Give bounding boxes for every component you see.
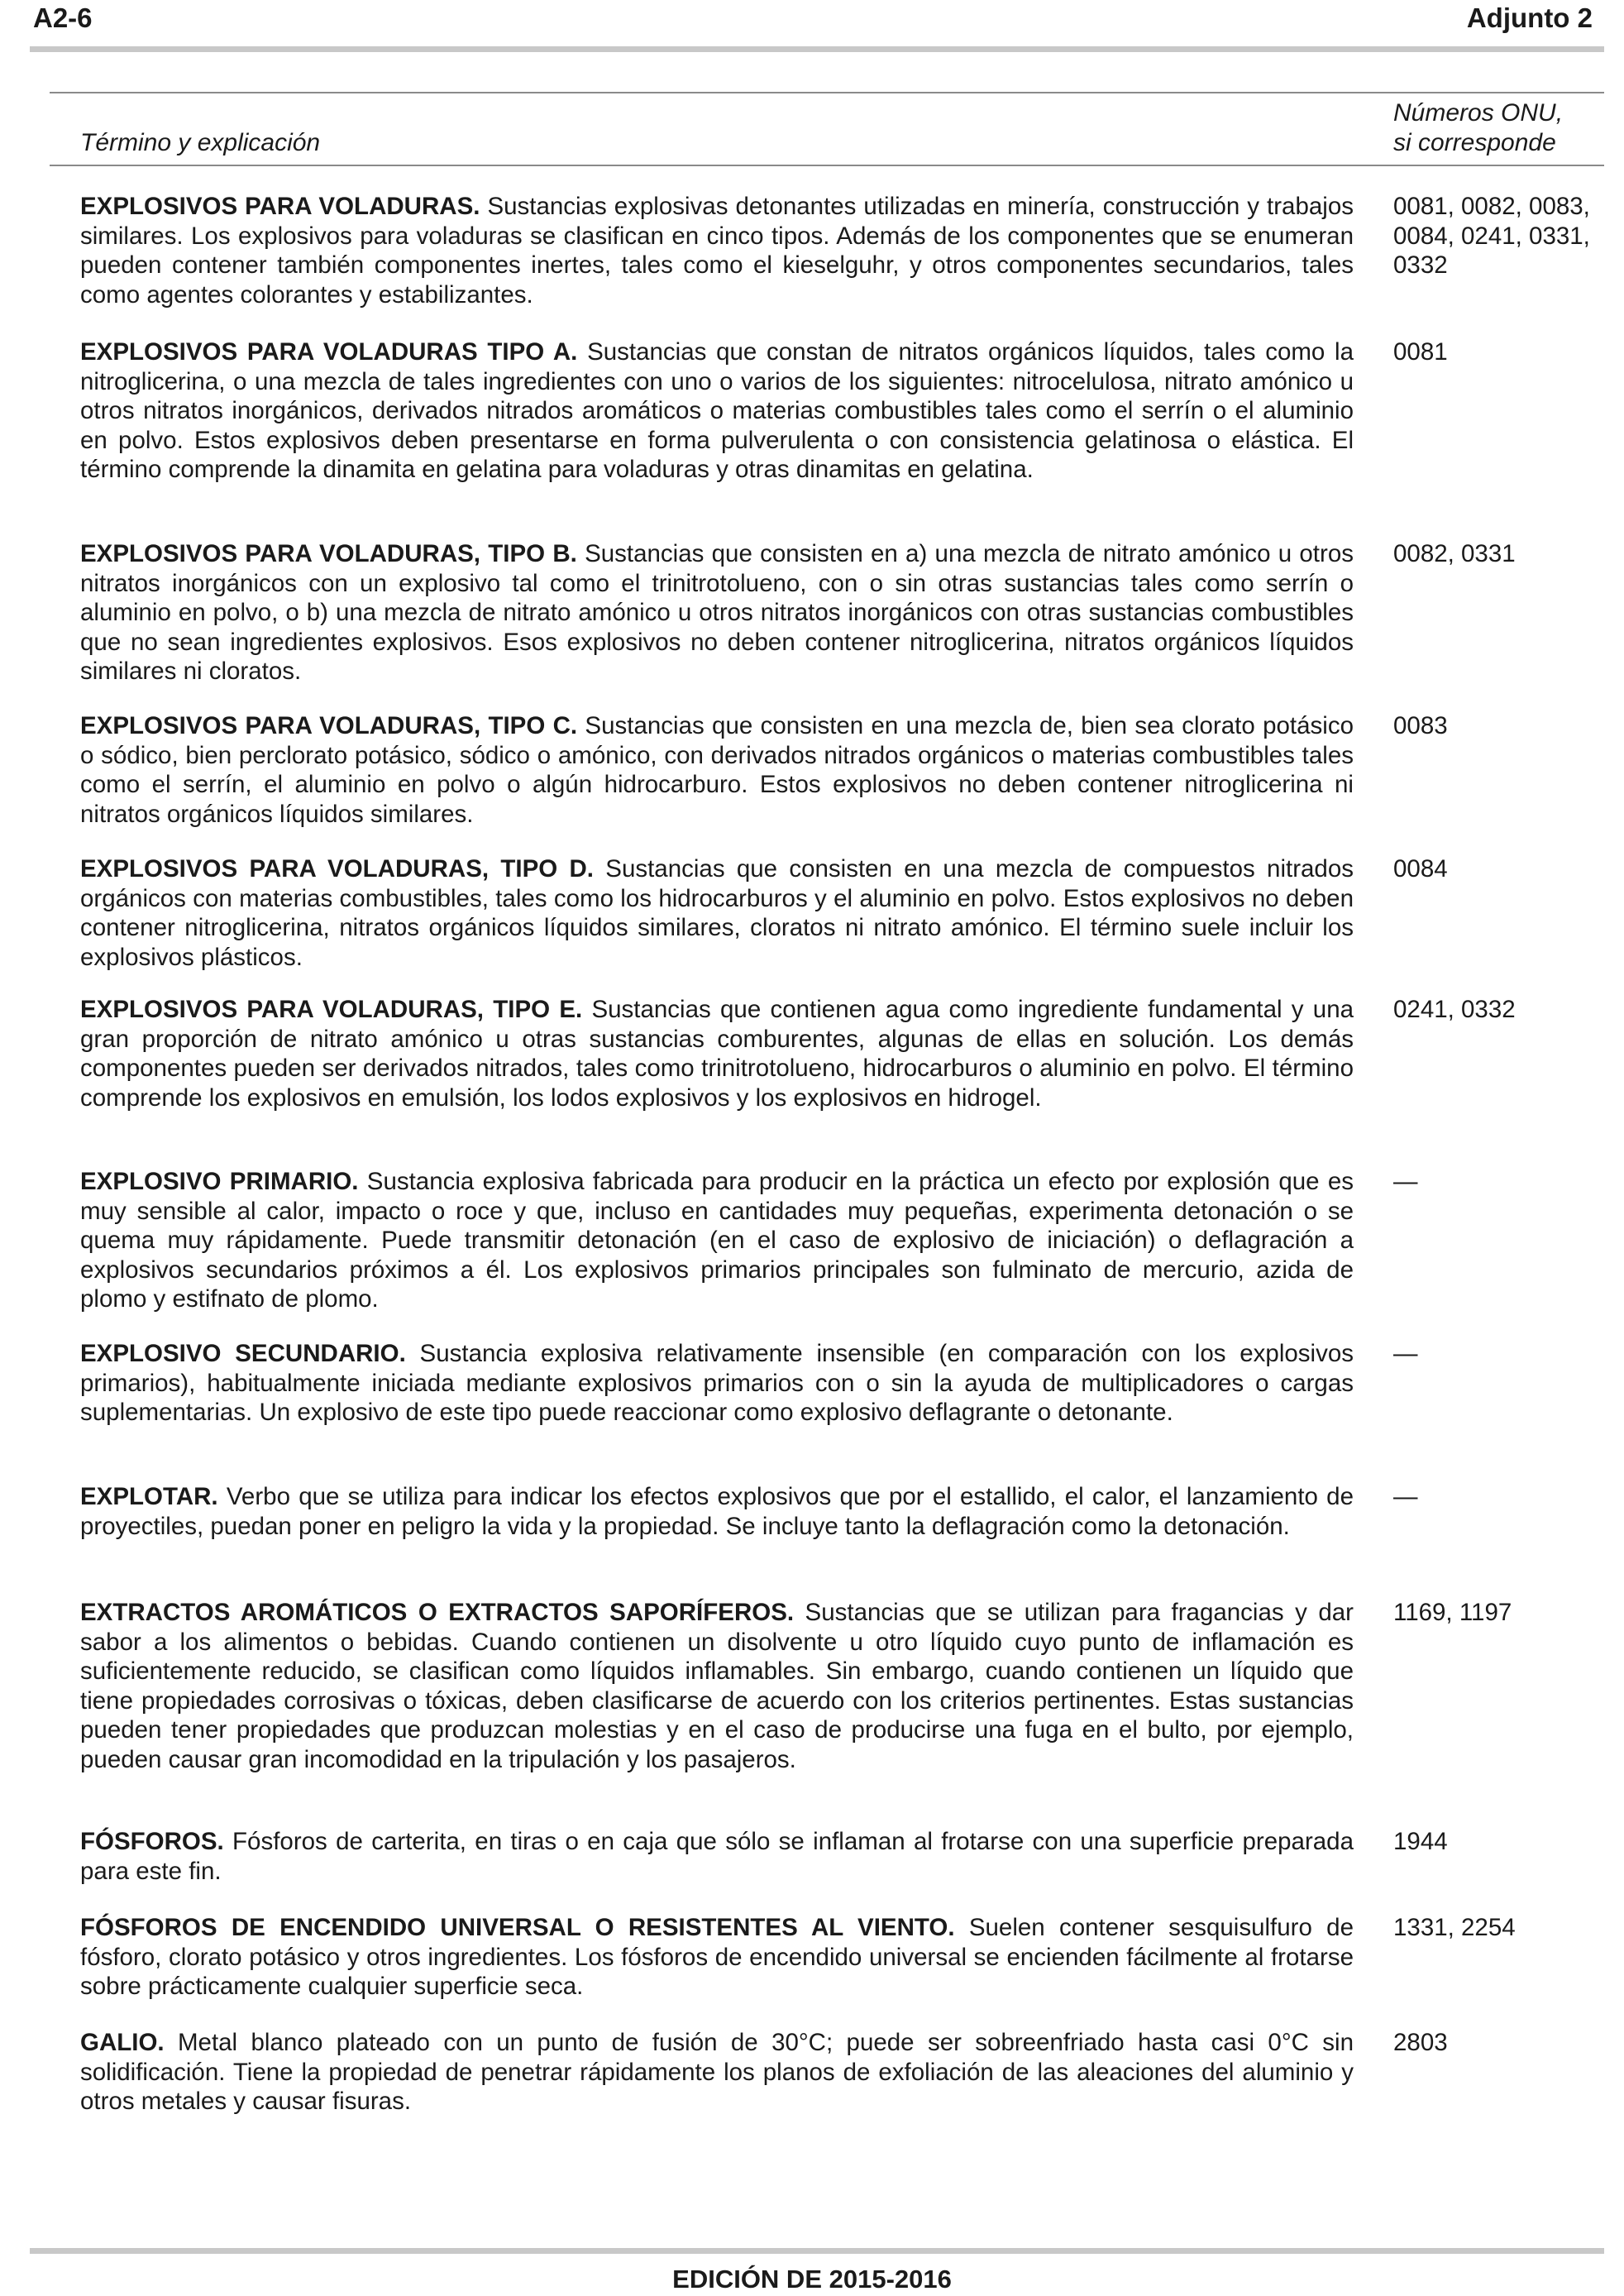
entry-explanation: Sustancias que contienen agua como ingrediente fundamental y una gran proporción de nitrato amónico u otras sustancias comburentes, algunas de ellas en solución. Los demás componentes pueden ser derivados nitrados, tales como trinitrotolueno, hidrocarburos o aluminio en polvo. El término comprende los explosivos en emulsión, los lodos explosivos y los explosivos en hidrogel. [80,996,1354,1112]
entry-un-numbers: 0082, 0331 [1393,540,1516,567]
entry-un-numbers: 0084 [1393,855,1448,883]
entry-term: EXPLOSIVO SECUNDARIO. [80,1340,406,1367]
glossary-entry [80,1598,1354,1774]
entry-term: EXPLOSIVOS PARA VOLADURAS, TIPO B. [80,540,577,567]
glossary-entry [80,1913,1354,2002]
entry-explanation: Fósforos de carterita, en tiras o en caja que sólo se inflaman al frotarse con una superficie preparada para este fin. [80,1828,1354,1885]
entry-text [80,1913,1354,2002]
page-number: A2-6 [33,2,93,33]
entry-text [80,854,1354,972]
entry-text [80,1598,1354,1774]
entry-explanation: Sustancia explosiva fabricada para producir en la práctica un efecto por explosión que es muy sensible al calor, impacto o roce y que, incluso en cantidades muy pequeñas, experimenta detonación o se quema muy rápidamente. Puede transmitir detonación (en el caso de explosivo de iniciación) o deflagración a explosivos secundarios próximos a él. Los explosivos primarios principales son fulminato de mercurio, azida de plomo y estifnato de plomo. [80,1168,1354,1313]
glossary-entry [80,337,1354,485]
page-header [0,0,1624,50]
glossary-entry [80,1339,1354,1428]
entry-explanation: Sustancias que consisten en una mezcla de, bien sea clorato potásico o sódico, bien perclorato potásico, sódico o amónico, con derivados nitrados orgánicos o materias combustibles tales como el serrín, el aluminio en polvo o algún hidrocarburo. Estos explosivos no deben contener nitroglicerina ni nitratos orgánicos líquidos similares. [80,712,1354,828]
entry-term: EXPLOSIVOS PARA VOLADURAS. [80,193,480,220]
column-header-top-rule [50,92,1604,93]
header-divider [30,46,1604,52]
entry-term: FÓSFOROS. [80,1828,224,1855]
entry-text [80,995,1354,1112]
entry-un-numbers: 0081 [1393,338,1448,366]
entry-text [80,1482,1354,1541]
entry-text [80,1167,1354,1314]
entry-un-numbers: 0241, 0332 [1393,996,1516,1023]
entry-text [80,539,1354,686]
un-heading-line-1: Números ONU, [1393,99,1564,127]
entry-term: GALIO. [80,2029,165,2056]
glossary-entry [80,2028,1354,2117]
glossary-entry [80,854,1354,972]
entry-un-numbers: 1944 [1393,1828,1448,1855]
entry-un-numbers: 0083 [1393,712,1448,739]
footer-divider [30,2248,1604,2254]
column-header-bottom-rule [50,165,1604,166]
un-heading-line-2: si corresponde [1393,129,1556,156]
glossary-entry [80,1482,1354,1541]
entry-un-numbers: — [1393,1340,1418,1367]
entry-explanation: Verbo que se utiliza para indicar los efectos explosivos que por el estallido, el calor, el lanzamiento de proyectiles, puedan poner en peligro la vida y la propiedad. Se incluye tanto la deflagración como la detonación. [80,1483,1354,1540]
entry-text [80,2028,1354,2117]
entry-term: EXPLOSIVOS PARA VOLADURAS, TIPO E. [80,996,583,1023]
entry-term: EXPLOSIVOS PARA VOLADURAS, TIPO C. [80,712,578,739]
entry-term: EXPLOTAR. [80,1483,218,1510]
entry-un-numbers: — [1393,1483,1418,1510]
entry-un-numbers: 1169, 1197 [1393,1599,1512,1626]
entry-term: EXPLOSIVOS PARA VOLADURAS, TIPO D. [80,855,594,883]
edition-footer: EDICIÓN DE 2015-2016 [672,2265,952,2294]
entry-explanation: Suelen contener sesquisulfuro de fósforo, clorato potásico y otros ingredientes. Los fósforos de encendido universal se encienden fácilmente al frotarse sobre prácticamente cualquier superficie seca. [80,1914,1354,2000]
entry-explanation: Sustancias que consisten en una mezcla de compuestos nitrados orgánicos con materias combustibles, tales como los hidrocarburos y el aluminio en polvo. Estos explosivos no deben contener nitroglicerina, nitratos orgánicos líquidos similares, cloratos ni nitrato amónico. El término suele incluir los explosivos plásticos. [80,855,1354,971]
entry-explanation: Sustancias que consisten en a) una mezcla de nitrato amónico u otros nitratos inorgánicos con un explosivo tal como el trinitrotolueno, con o sin otras sustancias tales como serrín o aluminio en polvo, o b) una mezcla de nitrato amónico u otros nitratos inorgánicos con otras sustancias combustibles que no sean ingredientes explosivos. Esos explosivos no deben contener nitroglicerina, nitratos orgánicos líquidos similares ni cloratos. [80,540,1354,685]
appendix-title: Adjunto 2 [1466,2,1593,33]
entry-term: EXTRACTOS AROMÁTICOS O EXTRACTOS SAPORÍFEROS. [80,1599,795,1626]
entry-un-numbers: 0081, 0082, 0083, 0084, 0241, 0331, 0332 [1393,193,1590,279]
entry-explanation: Sustancias que se utilizan para fragancias y dar sabor a los alimentos o bebidas. Cuando contienen un disolvente u otro líquido cuyo punto de inflamación es suficientemente reducido, se clasifican como líquidos inflamables. Sin embargo, cuando contienen un líquido que tiene propiedades corrosivas o tóxicas, deben clasificarse de acuerdo con los criterios pertinentes. Estas sustancias pueden tener propiedades que produzcan molestias y en el caso de producirse una fuga en el bulto, por ejemplo, pueden causar gran incomodidad en la tripulación y los pasajeros. [80,1599,1354,1773]
glossary-entry [80,711,1354,829]
entry-term: EXPLOSIVO PRIMARIO. [80,1168,359,1195]
glossary-entry [80,1827,1354,1886]
glossary-entry [80,539,1354,686]
entry-text [80,337,1354,485]
entry-text [80,192,1354,309]
term-column-heading: Término y explicación [80,129,321,156]
glossary-entry [80,1167,1354,1314]
entry-explanation: Metal blanco plateado con un punto de fusión de 30°C; puede ser sobreenfriado hasta casi 0°C sin solidificación. Tiene la propiedad de penetrar rápidamente los planos de exfoliación de las aleaciones del aluminio y otros metales y causar fisuras. [80,2029,1354,2115]
glossary-entry [80,995,1354,1112]
entry-term: EXPLOSIVOS PARA VOLADURAS TIPO A. [80,338,578,366]
entry-text [80,711,1354,829]
entry-text [80,1827,1354,1886]
entry-text [80,1339,1354,1428]
un-numbers-column-heading [1393,98,1563,158]
entry-explanation: Sustancias explosivas detonantes utilizadas en minería, construcción y trabajos similares. Los explosivos para voladuras se clasifican en cinco tipos. Además de los componentes que se enumeran pueden contener también componentes inertes, tales como el kieselguhr, y otros componentes secundarios, tales como agentes colorantes y estabilizantes. [80,193,1354,309]
entry-term: FÓSFOROS DE ENCENDIDO UNIVERSAL O RESISTENTES AL VIENTO. [80,1914,955,1941]
entry-explanation: Sustancias que constan de nitratos orgánicos líquidos, tales como la nitroglicerina, o una mezcla de tales ingredientes con uno o varios de los siguientes: nitrocelulosa, nitrato amónico u otros nitratos inorgánicos, derivados nitrados aromáticos o materias combustibles tales como el serrín o el aluminio en polvo. Estos explosivos deben presentarse en forma pulverulenta o con consistencia gelatinosa o elástica. El término comprende la dinamita en gelatina para voladuras y otras dinamitas en gelatina. [80,338,1354,483]
entry-un-numbers: 2803 [1393,2029,1448,2056]
glossary-entry [80,192,1354,309]
entry-explanation: Sustancia explosiva relativamente insensible (en comparación con los explosivos primarios), habitualmente iniciada mediante explosivos primarios con o sin la ayuda de multiplicadores o cargas suplementarias. Un explosivo de este tipo puede reaccionar como explosivo deflagrante o detonante. [80,1340,1354,1426]
entry-un-numbers: 1331, 2254 [1393,1914,1516,1941]
entry-un-numbers: — [1393,1168,1418,1195]
